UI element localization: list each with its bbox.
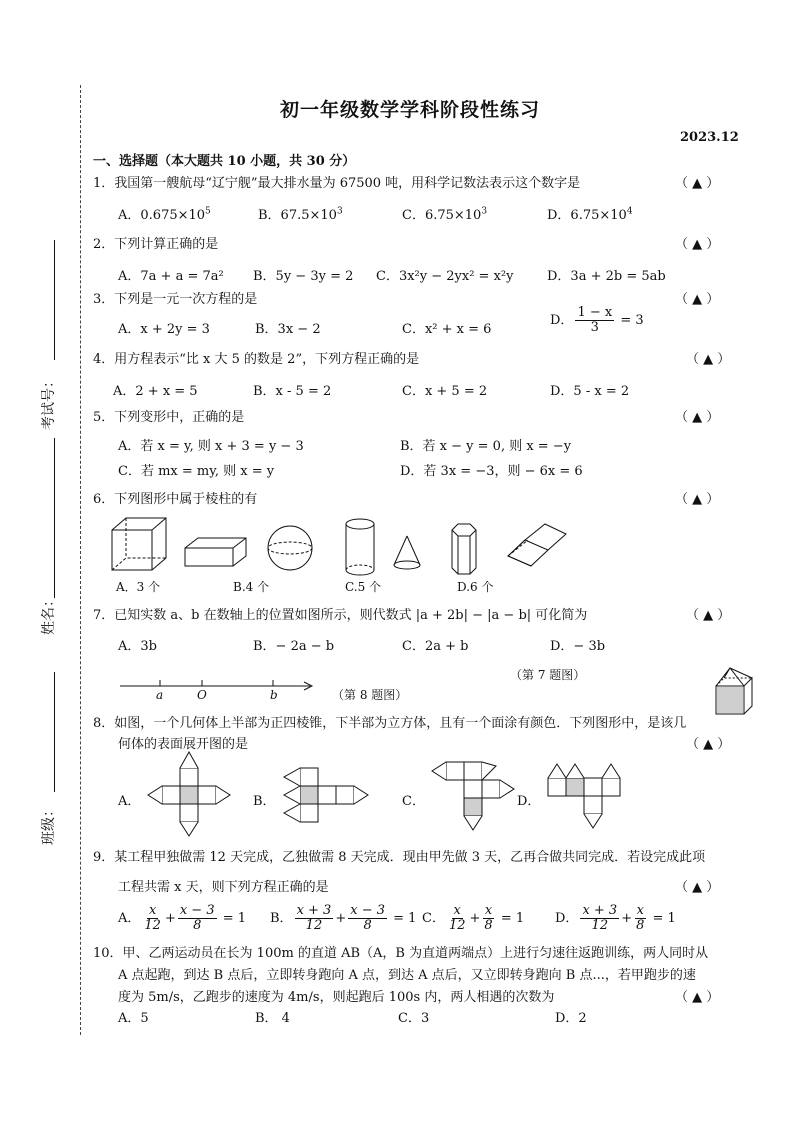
q9-option-a: A． $\frac{x}{12}$ + $\frac{x - 3}{8}$ = 1	[118, 903, 247, 933]
option-label: D．	[550, 313, 574, 328]
question-4-stem: 4．用方程表示“比 x 大 5 的数是 2”，下列方程正确的是	[93, 352, 420, 367]
answer-mark: （ ▲ ）	[686, 737, 731, 752]
axis-label-o: O	[197, 688, 207, 702]
option-text: D．6.75×10	[547, 208, 627, 223]
net-c	[432, 762, 514, 830]
exam-no-label: 考试号：	[41, 374, 57, 430]
option-label: B．	[270, 911, 293, 926]
exponent: 4	[626, 206, 633, 217]
q4-option-b: B．x - 5 = 2	[253, 384, 332, 399]
question-9-stem-line1: 9．某工程甲独做需 12 天完成，乙独做需 8 天完成．现由甲先做 3 天，乙再合做共同完成．若设完成此项	[93, 850, 706, 865]
q8-option-d: D．	[517, 794, 541, 809]
q5-option-d: D．若 3x = −3，则 − 6x = 6	[400, 464, 583, 479]
q9-option-d: D． $\frac{x + 3}{12}$ + $\frac{x}{8}$ = 1	[555, 903, 676, 933]
exponent: 5	[205, 206, 211, 217]
exponent: 3	[336, 206, 343, 217]
fraction	[482, 904, 494, 933]
numerator: x + 3	[296, 903, 332, 918]
question-8-stem-line1: 8．如图，一个几何体上半部为正四棱锥，下半部为立方体，且有一个面涂有颜色．下列图形中，是该几	[93, 716, 687, 731]
denominator: 3	[590, 320, 599, 335]
q10-option-b: B． 4	[255, 1011, 290, 1026]
q3-option-c: C．x² + x = 6	[402, 322, 492, 337]
fraction	[447, 904, 468, 933]
q6-option-a: A．3 个	[116, 580, 161, 594]
class-label: 班级：	[41, 803, 57, 845]
q4-option-c: C．x + 5 = 2	[402, 384, 488, 399]
figure-8-caption: （第 8 题图）	[332, 688, 408, 702]
numerator: x	[148, 903, 157, 918]
question-10-line1: 10．甲、乙两运动员在长为 100m 的直道 AB（A，B 为直道两端点）上进行匀速往返跑训练，两人同时从	[93, 946, 709, 961]
question-1-stem: 1．我国第一艘航母“辽宁舰”最大排水量为 67500 吨，用科学记数法表示这个数字是	[93, 176, 581, 191]
denominator: 12	[448, 918, 466, 933]
fraction	[634, 904, 646, 933]
q5-option-c: C．若 mx = my, 则 x = y	[118, 464, 275, 479]
q6-option-d: D.6 个	[457, 580, 494, 594]
q9-option-c: C． $\frac{x}{12}$ + $\frac{x}{8}$ = 1	[422, 903, 525, 933]
denominator: 8	[636, 918, 645, 933]
q7-option-a: A．3b	[118, 639, 157, 654]
equation-rhs: = 1	[389, 911, 417, 926]
q2-option-c: C．3x²y − 2yx² = x²y	[376, 269, 514, 284]
question-10-line3: 度为 5m/s，乙跑步的速度为 4m/s，则起跑后 100s 内，两人相遇的次数为	[118, 990, 555, 1005]
q2-option-a: A．7a + a = 7a²	[118, 269, 224, 284]
denominator: 12	[305, 918, 323, 933]
fraction	[348, 904, 387, 933]
question-7-stem: 7．已知实数 a、b 在数轴上的位置如图所示，则代数式 |a + 2b| − |a − b| 可化简为	[93, 608, 588, 623]
q10-option-c: C．3	[398, 1011, 430, 1026]
answer-mark: （ ▲ ）	[675, 292, 720, 307]
q6-option-c: C.5 个	[345, 580, 382, 594]
date: 2023.12	[680, 130, 739, 145]
answer-mark: （ ▲ ）	[686, 352, 731, 367]
numerator: x	[484, 903, 493, 918]
question-8-stem-line2: 何体的表面展开图的是	[118, 737, 249, 752]
option-label: C．	[422, 911, 445, 926]
section-heading: 一、选择题（本大题共 10 小题，共 30 分）	[93, 154, 356, 169]
axis-label-b: b	[270, 688, 278, 702]
numerator: x	[453, 903, 461, 918]
figure-7-caption: （第 7 题图）	[510, 668, 586, 682]
option-label: A．	[118, 911, 141, 926]
q6-option-b: B.4 个	[233, 580, 270, 594]
net-d	[548, 764, 620, 828]
fraction	[142, 904, 163, 933]
q2-option-b: B．5y − 3y = 2	[253, 269, 354, 284]
numerator: x + 3	[582, 903, 618, 918]
q3-option-a: A．x + 2y = 3	[118, 322, 210, 337]
numerator: x − 3	[179, 903, 215, 918]
answer-mark: （ ▲ ）	[686, 608, 731, 623]
equation-rhs: = 1	[218, 911, 247, 926]
net-a	[148, 752, 230, 836]
answer-mark: （ ▲ ）	[675, 176, 720, 191]
denominator: 8	[363, 918, 372, 933]
fraction	[580, 904, 619, 933]
option-text: B．67.5×10	[258, 208, 337, 223]
axis-label-a: a	[156, 688, 164, 702]
answer-mark: （ ▲ ）	[675, 410, 720, 425]
equation-rhs: = 3	[616, 313, 644, 328]
fraction	[295, 904, 334, 933]
page-title: 初一年级数学学科阶段性练习	[280, 99, 541, 121]
q5-option-b: B．若 x − y = 0, 则 x = −y	[400, 439, 572, 454]
denominator: 12	[591, 918, 609, 933]
q10-option-a: A．5	[118, 1011, 149, 1026]
question-6-stem: 6．下列图形中属于棱柱的有	[93, 492, 258, 507]
q9-option-b: B． $\frac{x + 3}{12}$ + $\frac{x - 3}{8}$ = 1	[270, 903, 417, 933]
option-label: D．	[555, 911, 579, 926]
question-2-stem: 2．下列计算正确的是	[93, 237, 219, 252]
q7-option-b: B．− 2a − b	[253, 639, 335, 654]
q2-option-d: D．3a + 2b = 5ab	[547, 269, 666, 284]
q8-option-c: C．	[402, 794, 425, 809]
q5-option-a: A．若 x = y, 则 x + 3 = y − 3	[118, 439, 304, 454]
name-label: 姓名：	[41, 593, 57, 635]
equation-rhs: = 1	[648, 911, 676, 926]
q8-option-a: A．	[118, 794, 141, 809]
answer-mark: （ ▲ ）	[675, 237, 720, 252]
q10-option-d: D．2	[555, 1011, 587, 1026]
numerator: x	[636, 903, 644, 918]
question-9-stem-line2: 工程共需 x 天，则下列方程正确的是	[118, 880, 329, 895]
option-text: C．6.75×10	[402, 208, 482, 223]
net-b	[284, 768, 368, 822]
answer-mark: （ ▲ ）	[675, 492, 720, 507]
denominator: 8	[193, 918, 202, 933]
q4-option-d: D．5 - x = 2	[550, 384, 630, 399]
q3-option-b: B．3x − 2	[255, 322, 321, 337]
option-text: A．0.675×10	[118, 208, 206, 223]
q7-option-d: D．− 3b	[550, 639, 606, 654]
denominator: 12	[144, 918, 161, 933]
question-5-stem: 5．下列变形中，正确的是	[93, 410, 245, 425]
equation-rhs: = 1	[496, 911, 525, 926]
q7-option-c: C．2a + b	[402, 639, 469, 654]
exponent: 3	[481, 206, 488, 217]
question-3-stem: 3．下列是一元一次方程的是	[93, 292, 258, 307]
answer-mark: （ ▲ ）	[675, 990, 720, 1005]
fraction	[178, 904, 217, 933]
question-10-line2: A 点起跑，到达 B 点后，立即转身跑向 A 点，到达 A 点后，又立即转身跑向 B 点...，若甲跑步的速	[118, 968, 696, 983]
q4-option-a: A．2 + x = 5	[113, 384, 198, 399]
q8-option-b: B．	[253, 794, 276, 809]
numerator: 1 − x	[577, 305, 613, 320]
answer-mark: （ ▲ ）	[675, 880, 720, 895]
denominator: 8	[484, 918, 493, 933]
numerator: x − 3	[350, 903, 385, 918]
